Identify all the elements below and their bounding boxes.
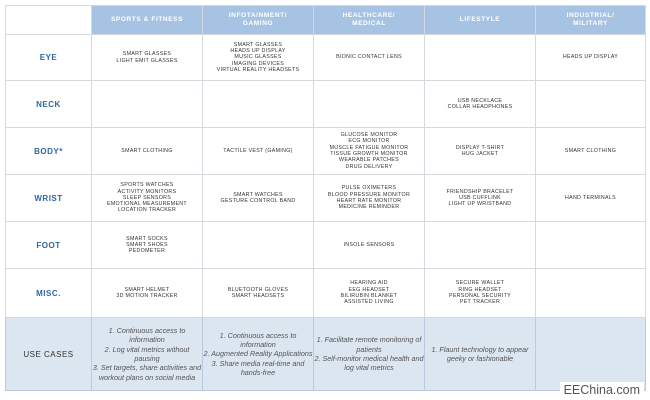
device-item: USB NECKLACE — [457, 97, 503, 104]
device-item: HEARING AID — [350, 280, 388, 287]
device-item: HAND TERMINALS — [565, 194, 616, 201]
device-item: PEDOMETER — [128, 248, 166, 255]
row-misc — [6, 269, 646, 318]
device-item: HEADS UP DISPLAY — [230, 48, 286, 55]
device-item: SMART WATCHES — [233, 191, 283, 198]
row-label: NECK — [6, 81, 92, 128]
device-item: GLUCOSE MONITOR — [340, 132, 398, 139]
use-case-item: 1. Continuous access to information — [219, 330, 297, 350]
row-label: EYE — [6, 35, 92, 81]
row-label: MISC. — [6, 269, 92, 318]
matrix-cell — [536, 175, 646, 222]
device-item: BLOOD PRESSURE MONITOR — [327, 191, 411, 198]
column-header-line: HEALTHCARE/ — [342, 12, 396, 19]
row-neck — [6, 81, 646, 128]
row-use-cases — [6, 318, 646, 391]
use-case-item: 1. Facilitate remote monitoring of patients — [316, 335, 422, 354]
column-header-line: SPORTS & FITNESS — [110, 16, 184, 23]
device-item: INSOLE SENSORS — [343, 241, 395, 248]
column-header-line: MEDICAL — [352, 20, 386, 27]
device-item: HEART RATE MONITOR — [336, 198, 402, 204]
use-case-item: 2. Self-monitor medical health and log vital metrics — [314, 354, 424, 373]
device-item: BLUETOOTH GLOVES — [227, 286, 289, 293]
device-item: MUSCLE FATIGUE MONITOR — [329, 144, 409, 151]
matrix-cell — [314, 128, 425, 175]
column-header — [92, 6, 203, 35]
row-label: WRIST — [6, 175, 92, 222]
matrix-cell — [425, 128, 536, 175]
device-item: HEADS UP DISPLAY — [562, 54, 619, 61]
matrix-cell — [203, 81, 314, 128]
device-item: LIGHT UP WRISTBAND — [448, 201, 512, 208]
column-header — [536, 6, 646, 35]
device-item: RING HEADSET — [458, 286, 502, 293]
matrix-cell — [536, 81, 646, 128]
row-label: USE CASES — [6, 318, 92, 391]
matrix-cell — [92, 35, 203, 81]
device-item: MEDICINE REMINDER — [338, 204, 400, 211]
device-item: SPORTS WATCHES — [120, 182, 174, 189]
device-item: BILIRUBIN BLANKET — [340, 293, 398, 299]
device-item: FRIENDSHIP BRACELET — [446, 188, 514, 195]
device-item: PULSE OXIMETERS — [341, 185, 397, 192]
column-header — [203, 6, 314, 35]
device-item: ACTIVITY MONITORS — [117, 188, 177, 195]
matrix-cell — [425, 175, 536, 222]
row-body — [6, 128, 646, 175]
device-item: DRUG DELIVERY — [345, 163, 393, 170]
device-item: SMART CLOTHING — [564, 147, 617, 154]
use-case-cell — [425, 318, 536, 391]
use-case-item: 3. Share media real-time and hands-free — [211, 358, 305, 377]
device-item: EEG HEADSET — [348, 286, 390, 293]
matrix-cell — [314, 35, 425, 81]
corner-cell — [6, 6, 92, 35]
matrix-cell — [92, 222, 203, 269]
device-item: SMART HEADSETS — [231, 293, 285, 299]
matrix-cell — [92, 175, 203, 222]
device-item: SMART GLASSES — [122, 51, 172, 58]
device-item: DISPLAY T-SHIRT — [455, 144, 505, 151]
column-header-line: LIFESTYLE — [459, 16, 501, 23]
matrix-cell — [203, 222, 314, 269]
device-item: USB CUFFLINK — [459, 194, 501, 201]
matrix-cell — [203, 128, 314, 175]
use-case-cell — [314, 318, 425, 391]
device-item: BIONIC CONTACT LENS — [336, 54, 402, 61]
use-case-item: 1. Continuous access to information — [108, 326, 186, 345]
use-case-cell — [92, 318, 203, 391]
matrix-cell — [425, 269, 536, 318]
row-label: FOOT — [6, 222, 92, 269]
device-item: 3D MOTION TRACKER — [116, 293, 178, 299]
matrix-cell — [92, 81, 203, 128]
device-item: VIRTUAL REALITY HEADSETS — [216, 66, 300, 73]
column-header — [314, 6, 425, 35]
device-item: WEARABLE PATCHES — [339, 157, 399, 164]
matrix-cell — [536, 128, 646, 175]
device-item: TACTILE VEST (GAMING) — [223, 147, 293, 154]
matrix-cell — [425, 35, 536, 81]
watermark: EEChina.com — [560, 382, 644, 398]
device-item: HUG JACKET — [461, 151, 499, 157]
device-item: ECG MONITOR — [348, 138, 390, 145]
device-item: SMART HELMET — [124, 286, 170, 293]
device-item: LOCATION TRACKER — [117, 207, 177, 214]
matrix-cell — [314, 175, 425, 222]
device-item: IMAGING DEVICES — [231, 60, 285, 67]
use-case-item: 2. Log vital metrics without pausing — [104, 344, 190, 363]
row-label: BODY* — [6, 128, 92, 175]
use-case-cell — [203, 318, 314, 391]
matrix-cell — [203, 35, 314, 81]
use-case-item: 3. Set targets, share activities and workout plans on social media — [92, 363, 202, 382]
device-item: SMART CLOTHING — [121, 147, 173, 154]
device-item: SLEEP SENSORS — [122, 194, 172, 201]
row-eye — [6, 35, 646, 81]
row-wrist — [6, 175, 646, 222]
matrix-cell — [536, 35, 646, 81]
matrix-cell — [203, 269, 314, 318]
column-header-line: MILITARY — [573, 20, 608, 27]
device-item: SMART GLASSES — [233, 41, 283, 48]
device-item: SECURE WALLET — [455, 280, 505, 287]
wearables-matrix — [5, 5, 646, 391]
row-foot — [6, 222, 646, 269]
header-row — [6, 6, 646, 35]
device-item: COLLAR HEADPHONES — [447, 104, 513, 110]
matrix-cell — [314, 81, 425, 128]
column-header — [425, 6, 536, 35]
matrix-cell — [536, 269, 646, 318]
device-item: MUSIC GLASSES — [234, 54, 282, 61]
device-item: TISSUE GROWTH MONITOR — [330, 151, 408, 157]
use-case-item: 1. Flaunt technology to appear geeky or fashionable — [431, 344, 529, 363]
use-case-cell — [536, 318, 646, 391]
matrix-cell — [314, 269, 425, 318]
device-item: SMART SOCKS — [126, 235, 168, 242]
matrix-cell — [92, 128, 203, 175]
use-case-item: 2. Augmented Reality Applications — [203, 349, 313, 359]
device-item: EMOTIONAL MEASUREMENT — [107, 201, 187, 208]
matrix-cell — [425, 222, 536, 269]
matrix-cell — [425, 81, 536, 128]
device-item: LIGHT EMIT GLASSES — [116, 57, 178, 64]
matrix-cell — [314, 222, 425, 269]
device-item: SMART SHOES — [126, 241, 168, 248]
device-item: GESTURE CONTROL BAND — [220, 198, 296, 204]
matrix-cell — [203, 175, 314, 222]
device-item: ASSISTED LIVING — [344, 299, 394, 306]
matrix-cell — [92, 269, 203, 318]
device-item: PET TRACKER — [459, 299, 501, 306]
device-item: PERSONAL SECURITY — [448, 293, 511, 299]
column-header-line: INFOTAINMENT/ — [228, 12, 288, 19]
column-header-line: INDUSTRIAL/ — [566, 12, 615, 19]
column-header-line: GAMING — [242, 20, 274, 27]
matrix-cell — [536, 222, 646, 269]
